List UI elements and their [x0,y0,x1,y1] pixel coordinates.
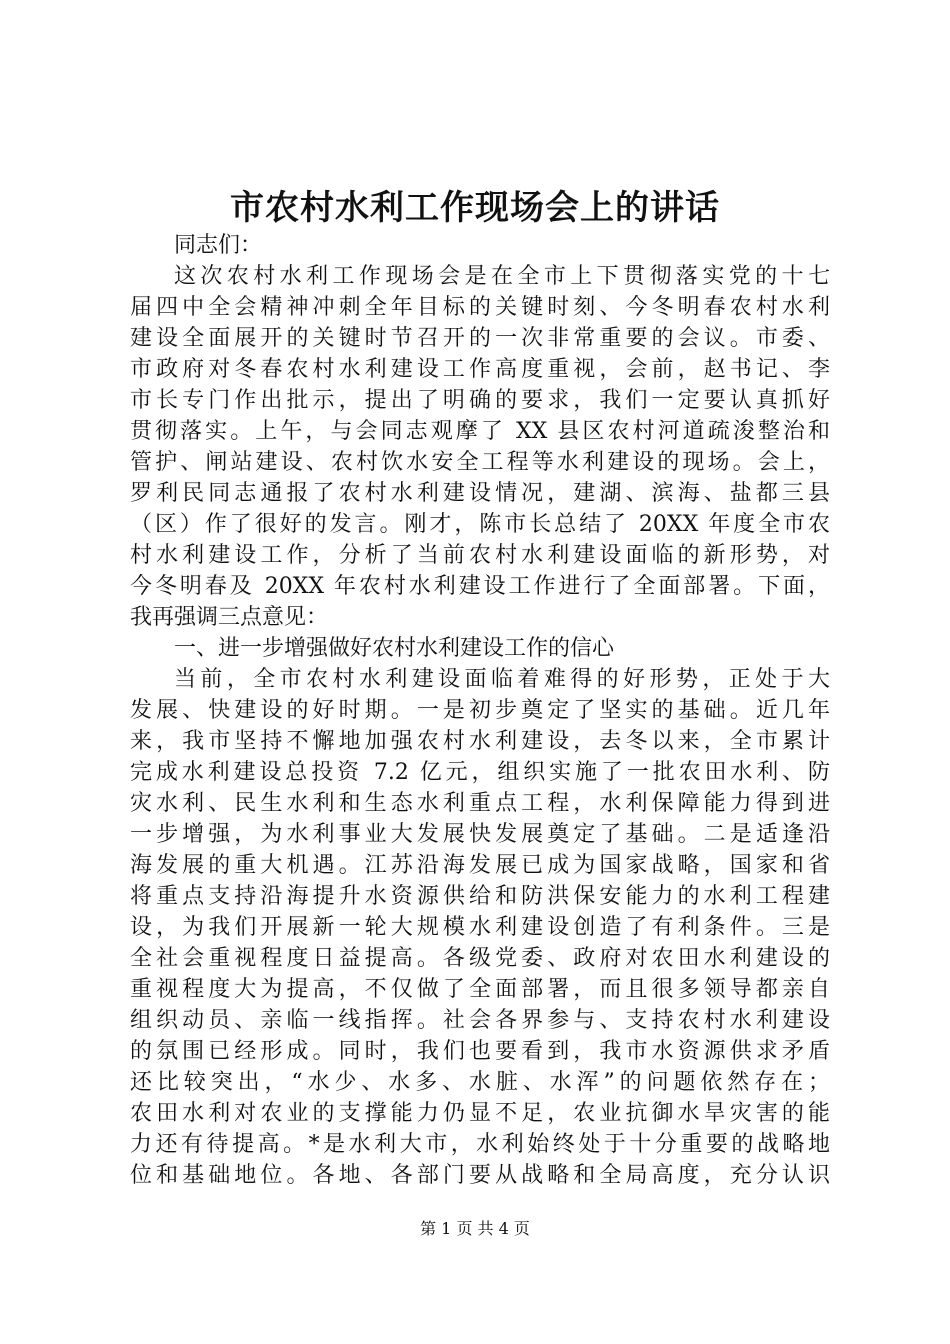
text-line: 贯彻落实。上午，与会同志观摩了 XX 县区农村河道疏浚整治和 [130,419,830,444]
text-line: 今冬明春及 20XX 年农村水利建设工作进行了全面部署。下面， [130,574,830,599]
text-line: 来，我市坚持不懈地加强农村水利建设，去冬以来，全市累计 [130,729,830,754]
text-line: 全社会重视程度日益提高。各级党委、政府对农田水利建设的 [130,946,830,971]
text-line: 重视程度大为提高，不仅做了全面部署，而且很多领导都亲自 [130,977,830,1002]
text-line: 市长专门作出批示，提出了明确的要求，我们一定要认真抓好 [130,388,830,413]
text-line: 一、进一步增强做好农村水利建设工作的信心 [174,636,615,661]
text-line: 设，为我们开展新一轮大规模水利建设创造了有利条件。三是 [130,915,830,940]
text-line: 组织动员、亲临一线指挥。社会各界参与、支持农村水利建设 [130,1008,830,1033]
document-title: 市农村水利工作现场会上的讲话 [230,188,720,228]
text-line: 罗利民同志通报了农村水利建设情况，建湖、滨海、盐都三县 [130,481,830,506]
text-line: 灾水利、民生水利和生态水利重点工程，水利保障能力得到进 [130,791,830,816]
text-line: 农田水利对农业的支撑能力仍显不足，农业抗御水旱灾害的能 [130,1101,830,1126]
text-line: 将重点支持沿海提升水资源供给和防洪保安能力的水利工程建 [130,884,830,909]
text-line: 的氛围已经形成。同时，我们也要看到，我市水资源供求矛盾 [130,1039,830,1064]
text-line: 发展、快建设的好时期。一是初步奠定了坚实的基础。近几年 [130,698,830,723]
text-line: 位和基础地位。各地、各部门要从战略和全局高度，充分认识 [130,1163,830,1188]
text-line: 这次农村水利工作现场会是在全市上下贯彻落实党的十七 [174,264,830,289]
text-line: 力还有待提高。*是水利大市，水利始终处于十分重要的战略地 [130,1132,830,1157]
text-line: 届四中全会精神冲刺全年目标的关键时刻、今冬明春农村水利 [130,295,830,320]
text-line: 一步增强，为水利事业大发展快发展奠定了基础。二是适逢沿 [130,822,830,847]
text-line: 完成水利建设总投资 7.2 亿元，组织实施了一批农田水利、防 [130,760,830,785]
text-line: 市政府对冬春农村水利建设工作高度重视，会前，赵书记、李 [130,357,830,382]
text-line: 我再强调三点意见： [130,605,329,630]
text-line: 村水利建设工作，分析了当前农村水利建设面临的新形势，对 [130,543,830,568]
text-line: 同志们： [174,233,263,258]
text-line: 管护、闸站建设、农村饮水安全工程等水利建设的现场。会上， [130,450,830,475]
text-line: 还比较突出，“水少、水多、水脏、水浑”的问题依然存在； [130,1070,830,1095]
text-line: 当前，全市农村水利建设面临着难得的好形势，正处于大 [174,667,830,692]
page-footer: 第 1 页 共 4 页 [420,1219,530,1238]
text-line: 海发展的重大机遇。江苏沿海发展已成为国家战略，国家和省 [130,853,830,878]
text-line: 建设全面展开的关键时节召开的一次非常重要的会议。市委、 [130,326,830,351]
document-body [130,230,830,1191]
text-line: （区）作了很好的发言。刚才，陈市长总结了 20XX 年度全市农 [130,512,830,537]
